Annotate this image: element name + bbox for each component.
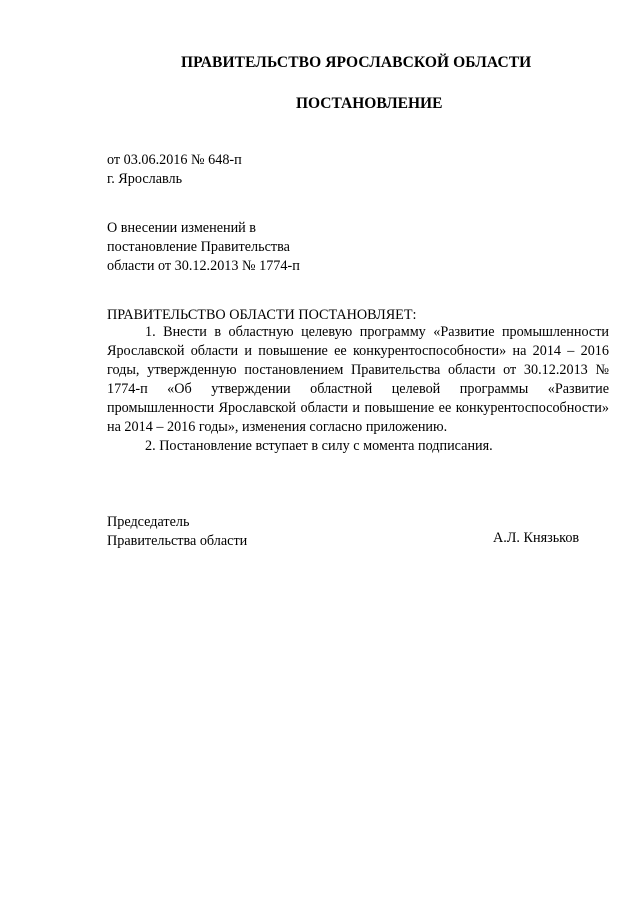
decree-heading: ПРАВИТЕЛЬСТВО ОБЛАСТИ ПОСТАНОВЛЯЕТ: <box>107 307 417 323</box>
decree-paragraph-1: 1. Внести в областную целевую программу «Развитие промышленности Ярославской области и повышение ее конкурентоспособности» на 2014 – 2016 годы, утвержденную постановлением Правительства области от 30.12.2013 № 1774-п «Об утверждении областной целевой программы «Развитие промышленности Ярославской области и повышение ее конкурентоспособности» на 2014 – 2016 годы», изменения согласно приложению. <box>107 324 609 435</box>
signature-position-line-1: Председатель <box>107 514 190 530</box>
document-type-title: ПОСТАНОВЛЕНИЕ <box>296 95 443 112</box>
signatory-name: А.Л. Князьков <box>493 530 580 546</box>
date-number: от 03.06.2016 № 648-п <box>107 152 242 168</box>
city: г. Ярославль <box>107 171 183 187</box>
decree-body <box>107 323 609 456</box>
decree-paragraph-2: 2. Постановление вступает в силу с момента подписания. <box>145 438 493 454</box>
signature-position-line-2: Правительства области <box>107 533 248 549</box>
subject-line-2: постановление Правительства <box>107 239 290 255</box>
subject-line-1: О внесении изменений в <box>107 220 257 236</box>
organization-title: ПРАВИТЕЛЬСТВО ЯРОСЛАВСКОЙ ОБЛАСТИ <box>181 54 532 71</box>
subject-line-3: области от 30.12.2013 № 1774-п <box>107 258 300 274</box>
